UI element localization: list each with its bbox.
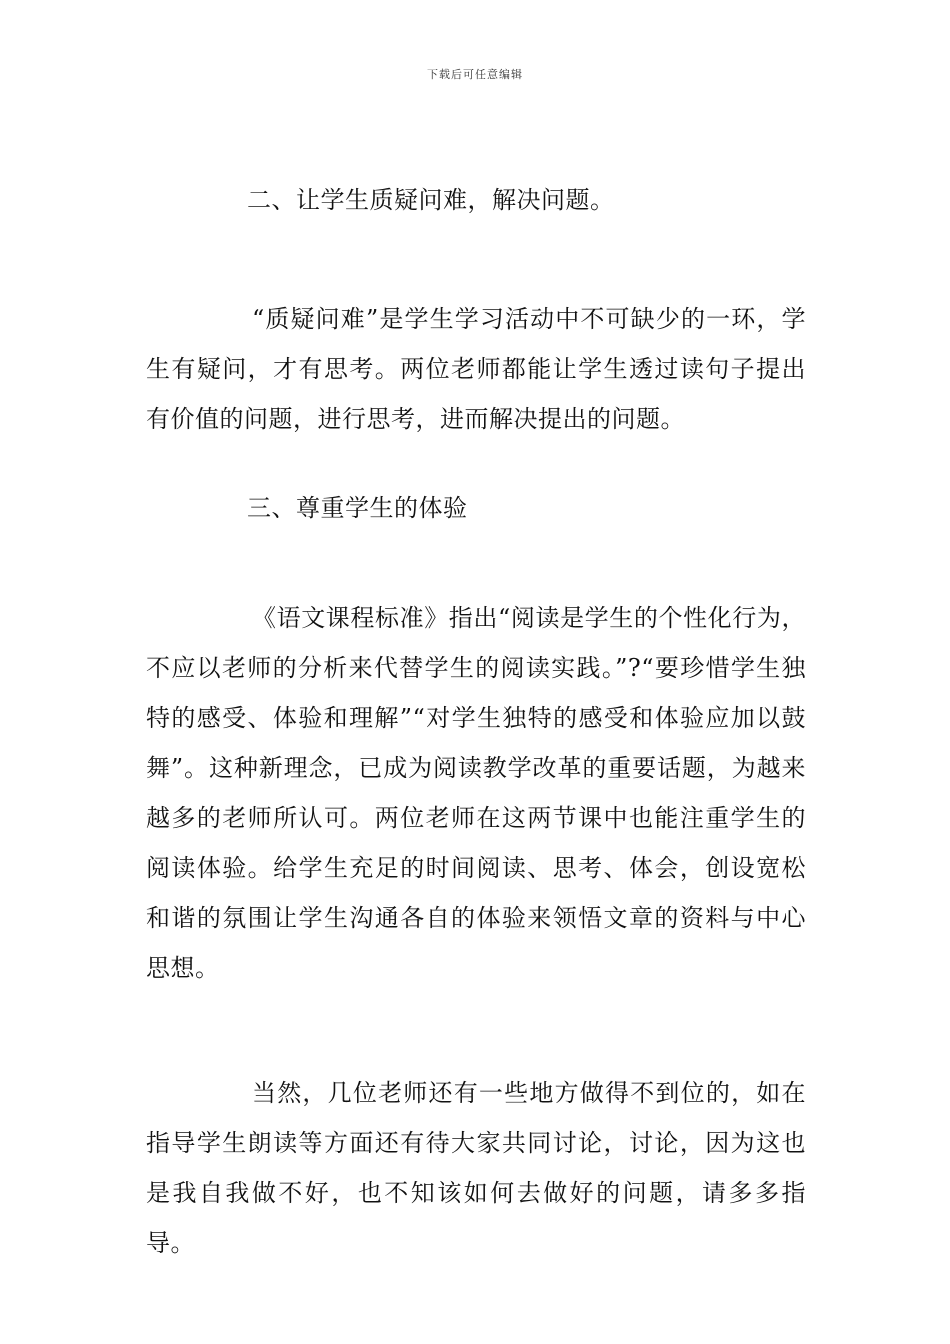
header-note: 下载后可任意编辑 [427, 68, 523, 81]
document-body [146, 182, 806, 1268]
section-2-heading: 二、让学生质疑问难，解决问题。 [247, 186, 615, 214]
section-3-paragraph: 《语文课程标准》指出“阅读是学生的个性化行为，不应以老师的分析来代替学生的阅读实践。”?“要珍惜学生独特的感受、体验和理解”“对学生独特的感受和体验应加以鼓舞”。这种新理念，已成为阅读教学改革的重要话题，为越来越多的老师所认可。两位老师在这两节课中也能注重学生的阅读体验。给学生充足的时间阅读、思考、体会，创设宽松和谐的氛围让学生沟通各自的体验来领悟文章的资料与中心思想。 [146, 604, 806, 982]
closing-paragraph: 当然，几位老师还有一些地方做得不到位的，如在指导学生朗读等方面还有待大家共同讨论，讨论，因为这也是我自我做不好，也不知该如何去做好的问题，请多多指导。 [146, 1079, 806, 1257]
section-3-heading: 三、尊重学生的体验 [247, 494, 468, 522]
section-2-paragraph: “质疑问难”是学生学习活动中不可缺少的一环，学生有疑问，才有思考。两位老师都能让学生透过读句子提出有价值的问题，进行思考，进而解决提出的问题。 [146, 305, 806, 433]
